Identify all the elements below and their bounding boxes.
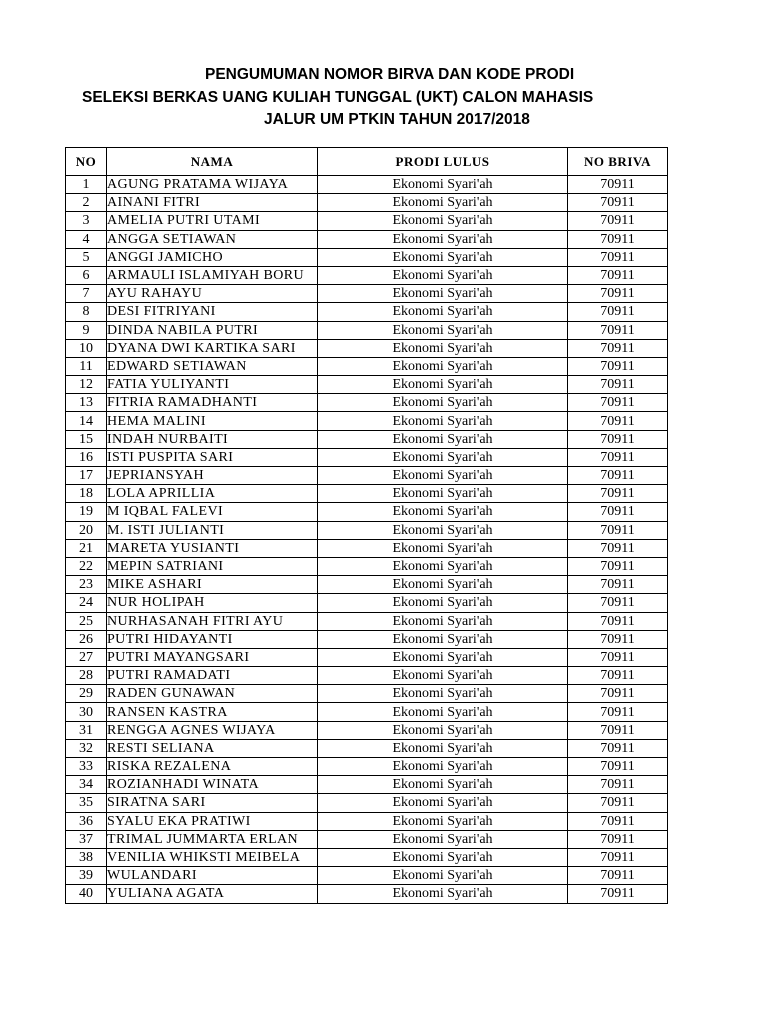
- page-title-line-2: SELEKSI BERKAS UANG KULIAH TUNGGAL (UKT) CALON MAHASIS: [82, 89, 594, 106]
- cell-no: 15: [66, 430, 107, 448]
- cell-no-briva: 70911: [568, 376, 668, 394]
- cell-nama: FATIA YULIYANTI: [107, 376, 318, 394]
- cell-prodi-lulus: Ekonomi Syari'ah: [318, 412, 568, 430]
- cell-no-briva: 70911: [568, 394, 668, 412]
- cell-nama: RENGGA AGNES WIJAYA: [107, 721, 318, 739]
- cell-nama: ANGGI JAMICHO: [107, 248, 318, 266]
- cell-nama: VENILIA WHIKSTI MEIBELA: [107, 848, 318, 866]
- cell-no-briva: 70911: [568, 848, 668, 866]
- column-header-no: NO: [66, 148, 107, 176]
- cell-no-briva: 70911: [568, 885, 668, 903]
- table-row: [66, 194, 668, 212]
- cell-no-briva: 70911: [568, 703, 668, 721]
- cell-prodi-lulus: Ekonomi Syari'ah: [318, 248, 568, 266]
- table-row: [66, 303, 668, 321]
- cell-prodi-lulus: Ekonomi Syari'ah: [318, 303, 568, 321]
- cell-no-briva: 70911: [568, 357, 668, 375]
- cell-prodi-lulus: Ekonomi Syari'ah: [318, 612, 568, 630]
- cell-prodi-lulus: Ekonomi Syari'ah: [318, 357, 568, 375]
- cell-no-briva: 70911: [568, 776, 668, 794]
- cell-nama: MIKE ASHARI: [107, 576, 318, 594]
- table-row: [66, 376, 668, 394]
- cell-nama: ANGGA SETIAWAN: [107, 230, 318, 248]
- cell-nama: INDAH NURBAITI: [107, 430, 318, 448]
- cell-no-briva: 70911: [568, 521, 668, 539]
- cell-no: 39: [66, 867, 107, 885]
- cell-no-briva: 70911: [568, 812, 668, 830]
- cell-prodi-lulus: Ekonomi Syari'ah: [318, 176, 568, 194]
- cell-no-briva: 70911: [568, 557, 668, 575]
- cell-no-briva: 70911: [568, 266, 668, 284]
- cell-nama: RADEN GUNAWAN: [107, 685, 318, 703]
- table-row: [66, 794, 668, 812]
- cell-nama: NURHASANAH FITRI AYU: [107, 612, 318, 630]
- cell-prodi-lulus: Ekonomi Syari'ah: [318, 430, 568, 448]
- cell-prodi-lulus: Ekonomi Syari'ah: [318, 630, 568, 648]
- table-row: [66, 776, 668, 794]
- cell-no-briva: 70911: [568, 576, 668, 594]
- cell-no-briva: 70911: [568, 248, 668, 266]
- table-row: [66, 648, 668, 666]
- cell-prodi-lulus: Ekonomi Syari'ah: [318, 703, 568, 721]
- cell-no: 12: [66, 376, 107, 394]
- cell-no-briva: 70911: [568, 830, 668, 848]
- cell-prodi-lulus: Ekonomi Syari'ah: [318, 266, 568, 284]
- cell-nama: NUR HOLIPAH: [107, 594, 318, 612]
- cell-prodi-lulus: Ekonomi Syari'ah: [318, 230, 568, 248]
- table-row: [66, 412, 668, 430]
- table-row: [66, 467, 668, 485]
- column-header-nama: NAMA: [107, 148, 318, 176]
- table-header-row: [66, 148, 668, 176]
- cell-nama: MARETA YUSIANTI: [107, 539, 318, 557]
- cell-no-briva: 70911: [568, 612, 668, 630]
- table-row: [66, 212, 668, 230]
- cell-no: 3: [66, 212, 107, 230]
- cell-prodi-lulus: Ekonomi Syari'ah: [318, 685, 568, 703]
- table-row: [66, 848, 668, 866]
- cell-nama: DYANA DWI KARTIKA SARI: [107, 339, 318, 357]
- cell-nama: SIRATNA SARI: [107, 794, 318, 812]
- table-row: [66, 667, 668, 685]
- cell-no: 8: [66, 303, 107, 321]
- cell-prodi-lulus: Ekonomi Syari'ah: [318, 376, 568, 394]
- cell-prodi-lulus: Ekonomi Syari'ah: [318, 539, 568, 557]
- cell-no-briva: 70911: [568, 176, 668, 194]
- cell-no-briva: 70911: [568, 230, 668, 248]
- table-body: [66, 176, 668, 904]
- cell-no: 16: [66, 448, 107, 466]
- cell-nama: ROZIANHADI WINATA: [107, 776, 318, 794]
- column-header-no-briva: NO BRIVA: [568, 148, 668, 176]
- cell-no: 30: [66, 703, 107, 721]
- cell-no-briva: 70911: [568, 503, 668, 521]
- cell-no-briva: 70911: [568, 739, 668, 757]
- cell-prodi-lulus: Ekonomi Syari'ah: [318, 485, 568, 503]
- table-row: [66, 739, 668, 757]
- table-row: [66, 557, 668, 575]
- table-row: [66, 394, 668, 412]
- page-title-line-1: PENGUMUMAN NOMOR BIRVA DAN KODE PRODI: [205, 66, 575, 83]
- table-row: [66, 248, 668, 266]
- cell-nama: AGUNG PRATAMA WIJAYA: [107, 176, 318, 194]
- cell-no: 13: [66, 394, 107, 412]
- cell-no: 7: [66, 285, 107, 303]
- cell-no: 38: [66, 848, 107, 866]
- cell-no-briva: 70911: [568, 594, 668, 612]
- cell-no: 29: [66, 685, 107, 703]
- cell-no: 21: [66, 539, 107, 557]
- cell-nama: M. ISTI JULIANTI: [107, 521, 318, 539]
- cell-prodi-lulus: Ekonomi Syari'ah: [318, 503, 568, 521]
- cell-no: 4: [66, 230, 107, 248]
- table-row: [66, 758, 668, 776]
- cell-no-briva: 70911: [568, 685, 668, 703]
- cell-nama: YULIANA AGATA: [107, 885, 318, 903]
- cell-no-briva: 70911: [568, 467, 668, 485]
- cell-no: 1: [66, 176, 107, 194]
- cell-prodi-lulus: Ekonomi Syari'ah: [318, 848, 568, 866]
- cell-no: 31: [66, 721, 107, 739]
- cell-prodi-lulus: Ekonomi Syari'ah: [318, 594, 568, 612]
- table-row: [66, 576, 668, 594]
- cell-nama: FITRIA RAMADHANTI: [107, 394, 318, 412]
- cell-no: 14: [66, 412, 107, 430]
- table-row: [66, 594, 668, 612]
- cell-prodi-lulus: Ekonomi Syari'ah: [318, 812, 568, 830]
- column-header-prodi-lulus: PRODI LULUS: [318, 148, 568, 176]
- cell-no: 9: [66, 321, 107, 339]
- cell-prodi-lulus: Ekonomi Syari'ah: [318, 212, 568, 230]
- cell-nama: AINANI FITRI: [107, 194, 318, 212]
- cell-no: 36: [66, 812, 107, 830]
- cell-no-briva: 70911: [568, 212, 668, 230]
- table-row: [66, 830, 668, 848]
- table-row: [66, 430, 668, 448]
- cell-nama: PUTRI MAYANGSARI: [107, 648, 318, 666]
- cell-no-briva: 70911: [568, 194, 668, 212]
- table-row: [66, 721, 668, 739]
- cell-nama: ISTI PUSPITA SARI: [107, 448, 318, 466]
- cell-no-briva: 70911: [568, 630, 668, 648]
- cell-no: 5: [66, 248, 107, 266]
- cell-nama: HEMA MALINI: [107, 412, 318, 430]
- table-row: [66, 867, 668, 885]
- cell-no-briva: 70911: [568, 412, 668, 430]
- cell-no: 28: [66, 667, 107, 685]
- table-row: [66, 357, 668, 375]
- cell-no-briva: 70911: [568, 758, 668, 776]
- cell-nama: PUTRI RAMADATI: [107, 667, 318, 685]
- cell-no: 24: [66, 594, 107, 612]
- cell-prodi-lulus: Ekonomi Syari'ah: [318, 521, 568, 539]
- cell-no-briva: 70911: [568, 648, 668, 666]
- cell-no: 17: [66, 467, 107, 485]
- cell-prodi-lulus: Ekonomi Syari'ah: [318, 285, 568, 303]
- cell-prodi-lulus: Ekonomi Syari'ah: [318, 776, 568, 794]
- cell-no: 27: [66, 648, 107, 666]
- cell-nama: AMELIA PUTRI UTAMI: [107, 212, 318, 230]
- table-row: [66, 503, 668, 521]
- cell-no: 11: [66, 357, 107, 375]
- cell-prodi-lulus: Ekonomi Syari'ah: [318, 557, 568, 575]
- cell-nama: SYALU EKA PRATIWI: [107, 812, 318, 830]
- cell-nama: AYU RAHAYU: [107, 285, 318, 303]
- results-table: [65, 147, 668, 904]
- cell-no: 32: [66, 739, 107, 757]
- table-row: [66, 885, 668, 903]
- cell-no-briva: 70911: [568, 794, 668, 812]
- cell-nama: EDWARD SETIAWAN: [107, 357, 318, 375]
- cell-nama: M IQBAL FALEVI: [107, 503, 318, 521]
- table-row: [66, 703, 668, 721]
- cell-nama: WULANDARI: [107, 867, 318, 885]
- cell-no-briva: 70911: [568, 430, 668, 448]
- cell-nama: LOLA APRILLIA: [107, 485, 318, 503]
- cell-no-briva: 70911: [568, 339, 668, 357]
- cell-prodi-lulus: Ekonomi Syari'ah: [318, 794, 568, 812]
- cell-no: 35: [66, 794, 107, 812]
- table-row: [66, 612, 668, 630]
- cell-nama: DESI FITRIYANI: [107, 303, 318, 321]
- table-row: [66, 266, 668, 284]
- cell-no: 26: [66, 630, 107, 648]
- cell-nama: PUTRI HIDAYANTI: [107, 630, 318, 648]
- cell-prodi-lulus: Ekonomi Syari'ah: [318, 321, 568, 339]
- cell-no: 23: [66, 576, 107, 594]
- page-title-line-3: JALUR UM PTKIN TAHUN 2017/2018: [264, 111, 530, 128]
- cell-prodi-lulus: Ekonomi Syari'ah: [318, 467, 568, 485]
- table-row: [66, 176, 668, 194]
- cell-no: 40: [66, 885, 107, 903]
- cell-no-briva: 70911: [568, 539, 668, 557]
- cell-nama: MEPIN SATRIANI: [107, 557, 318, 575]
- cell-no: 18: [66, 485, 107, 503]
- cell-no: 10: [66, 339, 107, 357]
- cell-prodi-lulus: Ekonomi Syari'ah: [318, 739, 568, 757]
- cell-no: 25: [66, 612, 107, 630]
- cell-no: 37: [66, 830, 107, 848]
- cell-prodi-lulus: Ekonomi Syari'ah: [318, 758, 568, 776]
- table-row: [66, 485, 668, 503]
- cell-nama: RISKA REZALENA: [107, 758, 318, 776]
- table-row: [66, 539, 668, 557]
- cell-no-briva: 70911: [568, 303, 668, 321]
- cell-nama: RESTI SELIANA: [107, 739, 318, 757]
- cell-no: 33: [66, 758, 107, 776]
- table-row: [66, 321, 668, 339]
- cell-no: 2: [66, 194, 107, 212]
- cell-prodi-lulus: Ekonomi Syari'ah: [318, 667, 568, 685]
- cell-prodi-lulus: Ekonomi Syari'ah: [318, 448, 568, 466]
- cell-prodi-lulus: Ekonomi Syari'ah: [318, 339, 568, 357]
- table-row: [66, 339, 668, 357]
- cell-no-briva: 70911: [568, 285, 668, 303]
- cell-nama: JEPRIANSYAH: [107, 467, 318, 485]
- table-row: [66, 230, 668, 248]
- cell-prodi-lulus: Ekonomi Syari'ah: [318, 648, 568, 666]
- table-row: [66, 630, 668, 648]
- cell-nama: TRIMAL JUMMARTA ERLAN: [107, 830, 318, 848]
- cell-prodi-lulus: Ekonomi Syari'ah: [318, 830, 568, 848]
- cell-prodi-lulus: Ekonomi Syari'ah: [318, 867, 568, 885]
- cell-no: 22: [66, 557, 107, 575]
- cell-no-briva: 70911: [568, 667, 668, 685]
- cell-nama: ARMAULI ISLAMIYAH BORU: [107, 266, 318, 284]
- cell-no: 20: [66, 521, 107, 539]
- cell-nama: DINDA NABILA PUTRI: [107, 321, 318, 339]
- cell-no: 6: [66, 266, 107, 284]
- cell-prodi-lulus: Ekonomi Syari'ah: [318, 576, 568, 594]
- cell-no-briva: 70911: [568, 321, 668, 339]
- cell-no-briva: 70911: [568, 867, 668, 885]
- cell-prodi-lulus: Ekonomi Syari'ah: [318, 194, 568, 212]
- table-row: [66, 812, 668, 830]
- cell-prodi-lulus: Ekonomi Syari'ah: [318, 721, 568, 739]
- table-row: [66, 521, 668, 539]
- cell-no-briva: 70911: [568, 721, 668, 739]
- cell-no: 19: [66, 503, 107, 521]
- cell-prodi-lulus: Ekonomi Syari'ah: [318, 885, 568, 903]
- table-row: [66, 685, 668, 703]
- cell-prodi-lulus: Ekonomi Syari'ah: [318, 394, 568, 412]
- cell-no: 34: [66, 776, 107, 794]
- cell-no-briva: 70911: [568, 485, 668, 503]
- table-row: [66, 448, 668, 466]
- cell-no-briva: 70911: [568, 448, 668, 466]
- cell-nama: RANSEN KASTRA: [107, 703, 318, 721]
- table-row: [66, 285, 668, 303]
